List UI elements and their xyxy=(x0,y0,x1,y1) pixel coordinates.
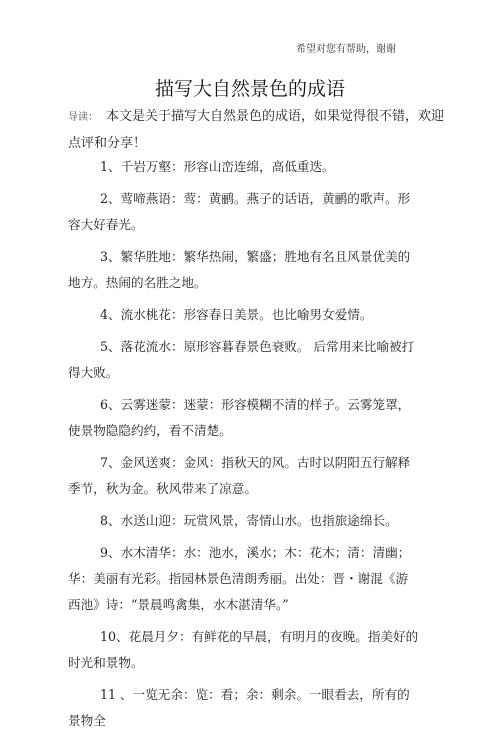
list-item: 6、云雾迷蒙：迷蒙：形容模糊不清的样子。云雾笼罩，使景物隐隐约约，看不清楚。 xyxy=(68,397,411,438)
list-item: 10、花晨月夕：有鲜花的早晨，有明月的夜晚。指美好的时光和景物。 xyxy=(68,629,419,670)
list-item: 7、金风送爽：金风：指秋天的风。古时以阴阳五行解释季节，秋为金。秋风带来了凉意。 xyxy=(68,455,411,496)
header-note: 希望对您有帮助，谢谢 xyxy=(296,44,396,55)
document-title: 描写大自然景色的成语 xyxy=(154,78,345,100)
list-item: 5、落花流水：原形容暮春景色衰败。 后常用来比喻被打得大败。 xyxy=(68,339,415,380)
intro-paragraph xyxy=(68,104,448,157)
list-item: 4、流水桃花：形容春日美景。也比喻男女爱情。 xyxy=(100,307,373,322)
list-item: 8、水送山迎：玩赏风景，寄情山水。也指旅途绵长。 xyxy=(100,513,398,528)
intro-label: 导读： xyxy=(68,112,98,123)
idiom-list xyxy=(68,154,420,740)
list-item: 2、莺啼燕语：莺：黄鹂。燕子的话语，黄鹂的歌声。形容大好春光。 xyxy=(68,191,411,232)
list-item: 1、千岩万壑：形容山峦连绵，高低重迭。 xyxy=(100,159,335,174)
list-item: 9、水木清华：水：池水，溪水；木：花木；清：清幽；华：美丽有光彩。指园林景色清朗秀丽。出处：晋・谢混《游西池》诗：“景晨鸣禽集，水木湛清华。” xyxy=(68,545,411,612)
intro-text: 本文是关于描写大自然景色的成语，如果觉得很不错，欢迎点评和分享！ xyxy=(68,109,445,151)
list-item: 3、繁华胜地：繁华热闹，繁盛；胜地有名且风景优美的地方。热闹的名胜之地。 xyxy=(68,249,411,290)
list-item: 11 、一览无余：览：看；余：剩余。一眼看去，所有的景物全 xyxy=(68,687,410,728)
